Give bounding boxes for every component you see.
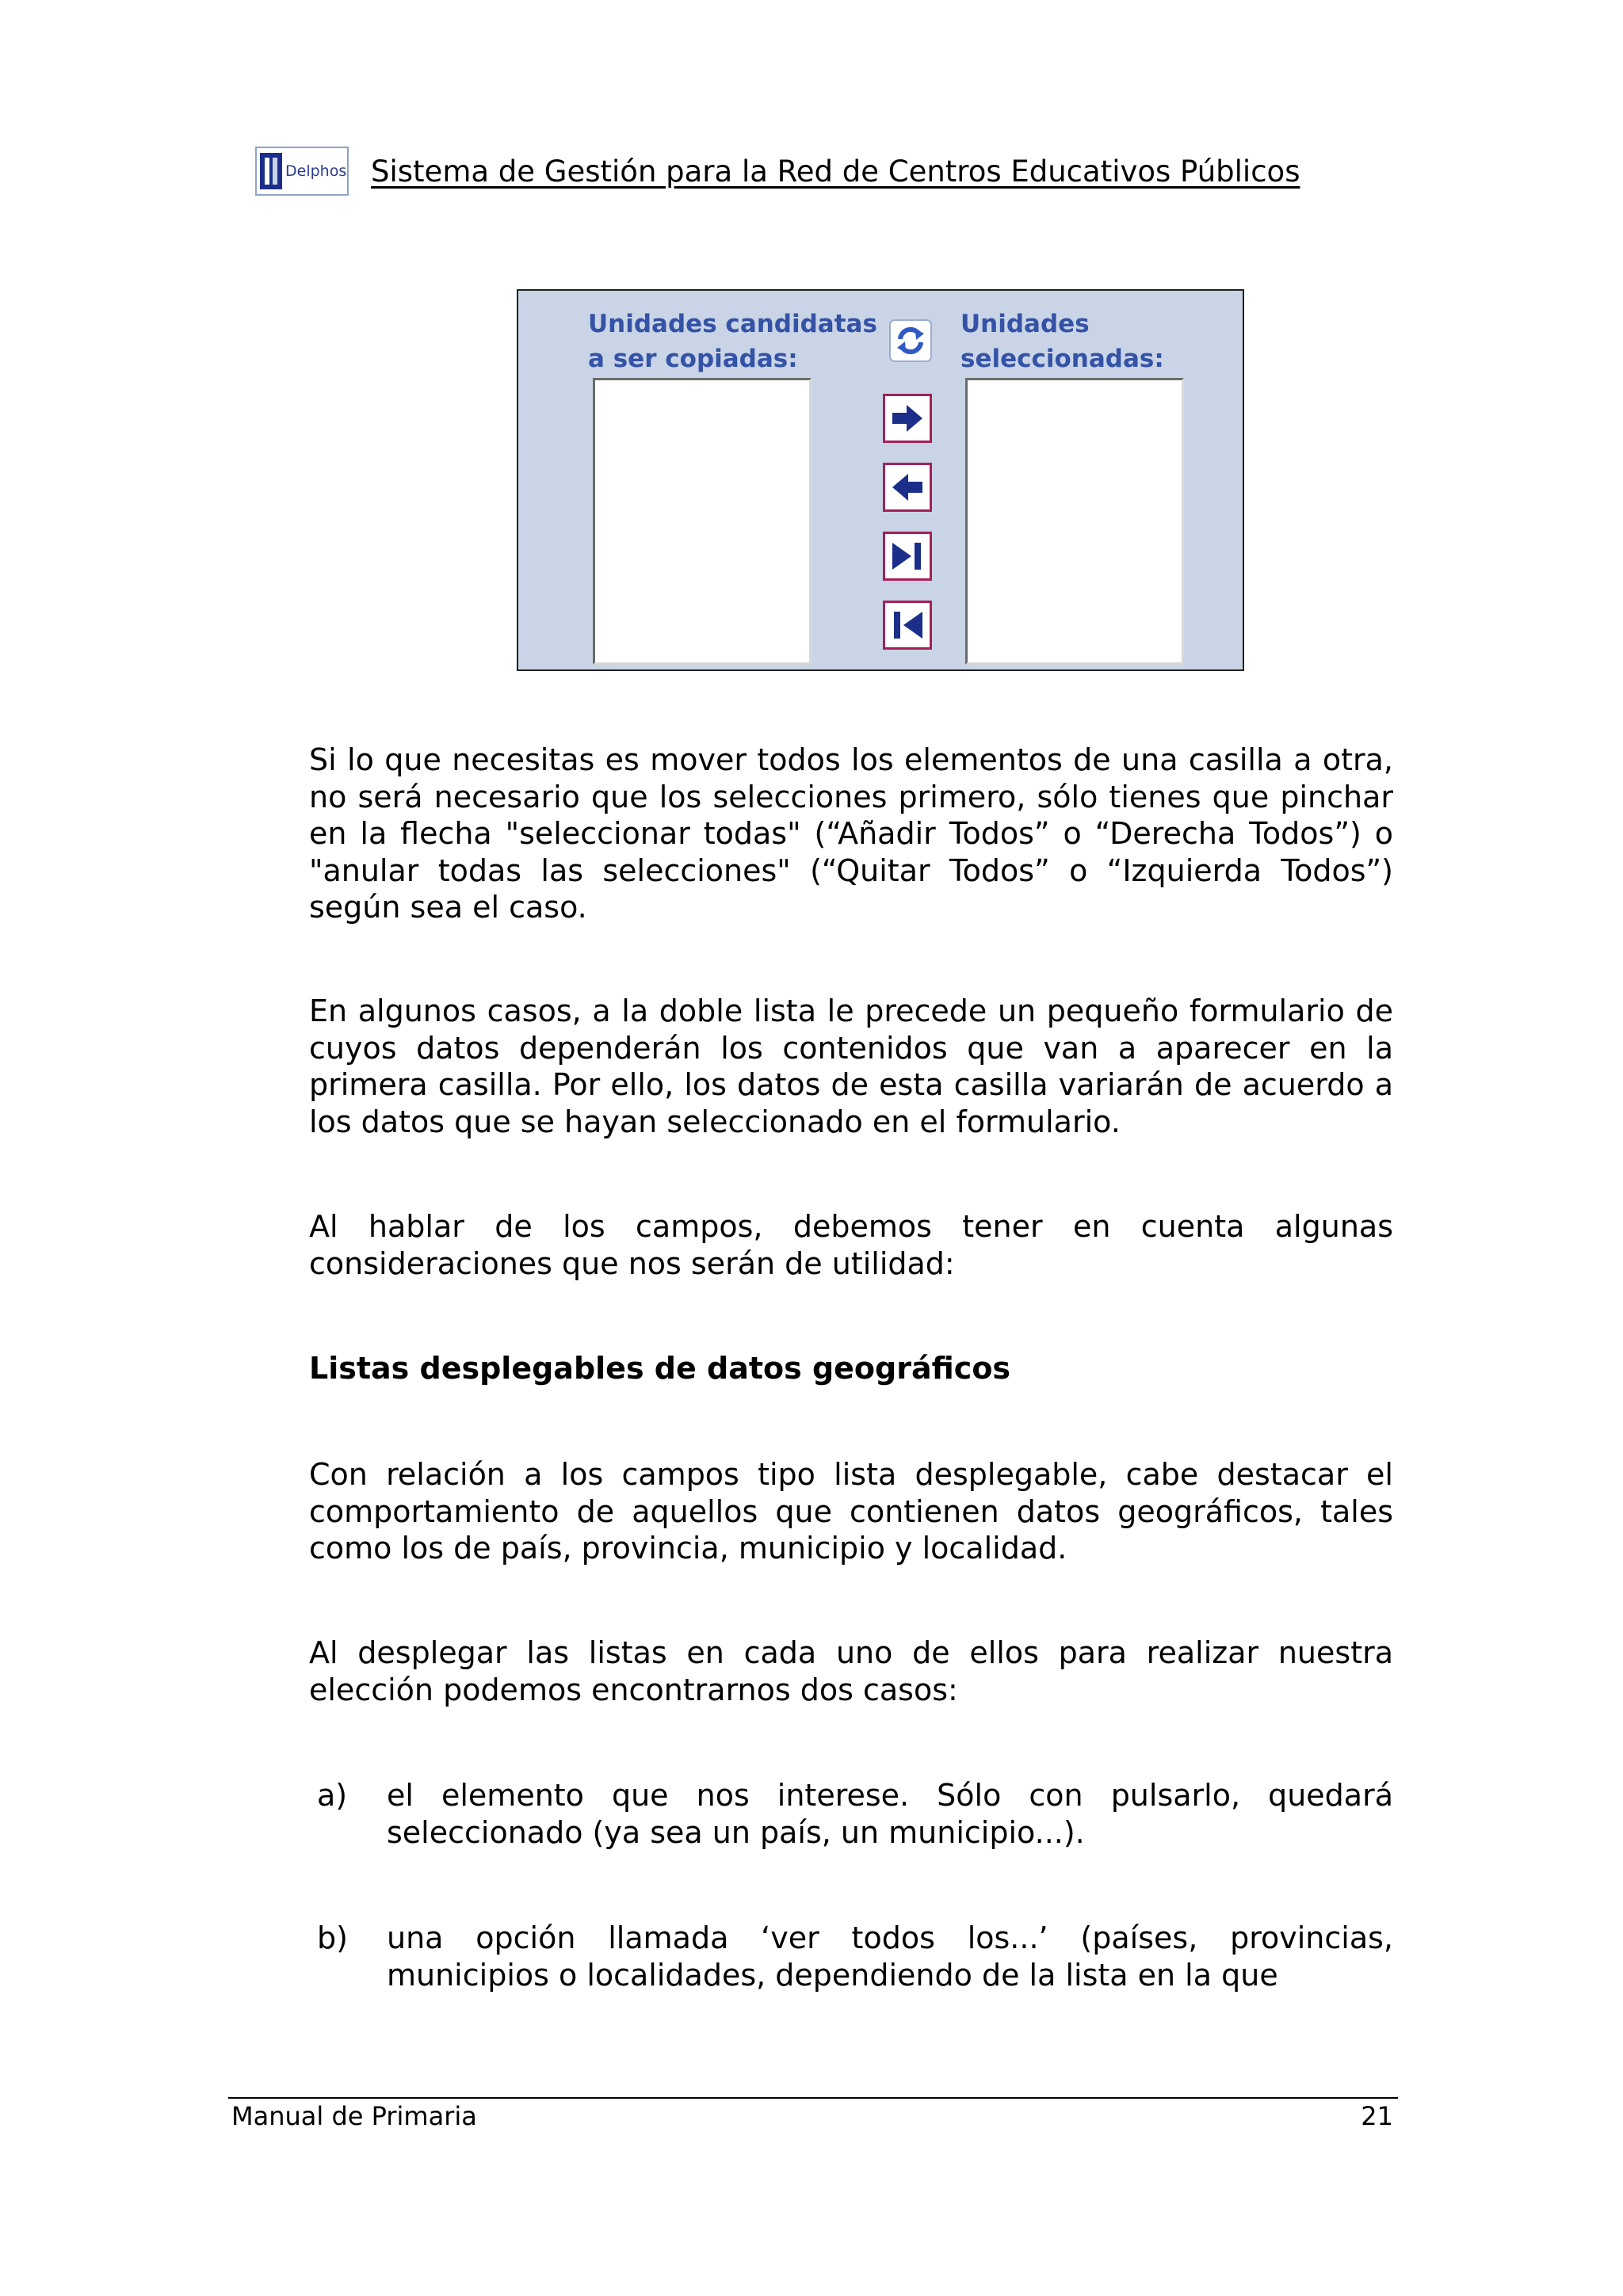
add-button[interactable] — [883, 394, 932, 443]
remove-button[interactable] — [883, 463, 932, 512]
header-title: Sistema de Gestión para la Red de Centros Educativos Públicos — [371, 154, 1300, 189]
candidate-units-listbox[interactable] — [593, 378, 812, 665]
page-header — [255, 146, 1300, 196]
refresh-icon[interactable] — [889, 319, 932, 362]
paragraph-geographic-lists: Con relación a los campos tipo lista desplegable, cabe destacar el comportamiento de aquellos que contienen datos geográficos, tales como los de país, provincia, municipio y localidad. — [309, 1457, 1393, 1566]
paragraph-move-all: Si lo que necesitas es mover todos los elementos de una casilla a otra, no será necesario que los selecciones primero, sólo tienes que pinchar en la flecha "seleccionar todas" (“Añadir Todos” o “Derecha Todos”) o "anular todas las selecciones" (“Quitar Todos” o “Izquierda Todos”) según sea el caso. — [309, 742, 1393, 925]
dual-list-figure — [517, 289, 1244, 671]
arrow-left-icon — [889, 469, 926, 505]
footer-manual-title: Manual de Primaria — [231, 2101, 477, 2131]
paragraph-fields-considerations: Al hablar de los campos, debemos tener en cuenta algunas consideraciones que nos serán de utilidad: — [309, 1209, 1393, 1281]
list-item-text: el elemento que nos interese. Sólo con pulsarlo, quedará seleccionado (ya sea un país, un municipio...). — [387, 1778, 1393, 1850]
list-marker: a) — [317, 1778, 348, 1813]
move-all-right-icon — [889, 538, 926, 574]
arrow-right-icon — [889, 400, 926, 437]
paragraph-two-cases: Al desplegar las listas en cada uno de ellos para realizar nuestra elección podemos encontrarnos dos casos: — [309, 1635, 1393, 1707]
remove-all-button[interactable] — [883, 601, 932, 650]
selected-units-label-line1: Unidades — [960, 310, 1090, 338]
candidate-units-label-line1: Unidades candidatas — [588, 310, 877, 338]
candidate-units-label — [588, 307, 877, 376]
selected-units-label — [960, 307, 1164, 376]
move-all-left-icon — [889, 607, 926, 643]
selected-units-listbox[interactable] — [965, 378, 1184, 665]
page-number: 21 — [1361, 2101, 1393, 2131]
candidate-units-label-line2: a ser copiadas: — [588, 345, 798, 373]
delphos-logo-icon — [260, 153, 282, 189]
footer-divider — [228, 2097, 1398, 2099]
delphos-logo — [255, 147, 349, 196]
selected-units-label-line2: seleccionadas: — [960, 345, 1164, 373]
list-item-text: una opción llamada ‘ver todos los...’ (países, provincias, municipios o localidades, dependiendo de la lista en la que — [387, 1920, 1393, 1993]
logo-text: Delphos — [285, 162, 347, 180]
section-heading: Listas desplegables de datos geográficos — [309, 1351, 1011, 1386]
add-all-button[interactable] — [883, 532, 932, 581]
paragraph-form-dependency: En algunos casos, a la doble lista le precede un pequeño formulario de cuyos datos dependerán los contenidos que van a aparecer en la primera casilla. Por ello, los datos de esta casilla variarán de acuerdo a los datos que se hayan seleccionado en el formulario. — [309, 994, 1393, 1139]
list-marker: b) — [317, 1920, 348, 1955]
